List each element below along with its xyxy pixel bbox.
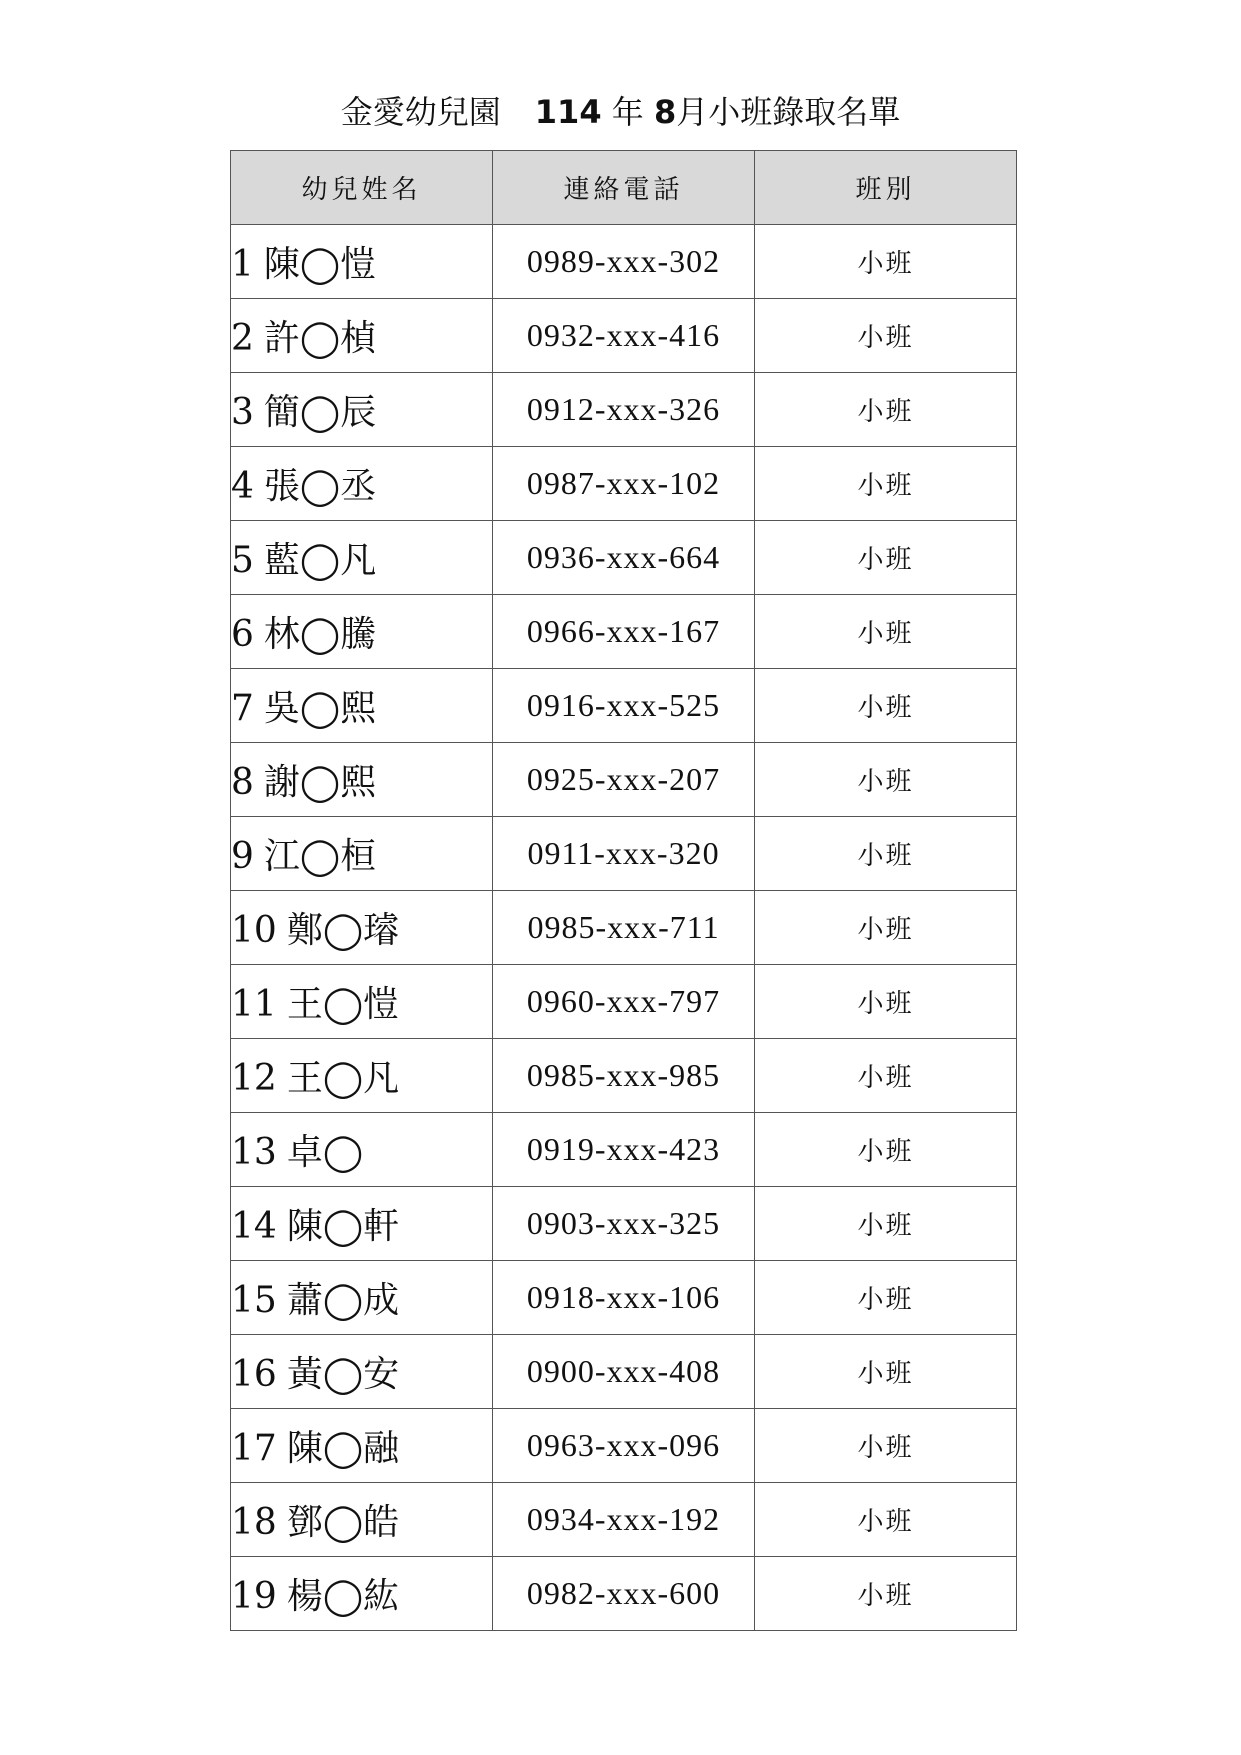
row-number: 15	[231, 1280, 277, 1321]
contact-phone: 0960-xxx-797	[493, 965, 755, 1039]
contact-phone: 0966-xxx-167	[493, 595, 755, 669]
child-name-cell	[231, 447, 493, 521]
child-name-cell	[231, 1483, 493, 1557]
title-year-unit: 年	[611, 93, 644, 131]
class-name: 小班	[755, 1557, 1017, 1631]
contact-phone: 0916-xxx-525	[493, 669, 755, 743]
class-name: 小班	[755, 521, 1017, 595]
contact-phone: 0985-xxx-711	[493, 891, 755, 965]
child-name-cell	[231, 743, 493, 817]
header-child-name: 幼兒姓名	[231, 151, 493, 225]
contact-phone: 0912-xxx-326	[493, 373, 755, 447]
table-row	[231, 1113, 1017, 1187]
child-name: 蕭◯成	[286, 1280, 400, 1321]
contact-phone: 0903-xxx-325	[493, 1187, 755, 1261]
child-name-cell	[231, 299, 493, 373]
header-contact-phone: 連絡電話	[493, 151, 755, 225]
title-rest: 月小班錄取名單	[676, 93, 901, 131]
row-number: 3	[231, 392, 254, 433]
table-row	[231, 1557, 1017, 1631]
child-name-cell	[231, 965, 493, 1039]
table-row	[231, 1409, 1017, 1483]
row-number: 14	[231, 1206, 277, 1247]
child-name: 張◯丞	[263, 466, 377, 507]
child-name-cell	[231, 225, 493, 299]
table-row	[231, 1187, 1017, 1261]
child-name: 陳◯軒	[286, 1206, 400, 1247]
contact-phone: 0918-xxx-106	[493, 1261, 755, 1335]
class-name: 小班	[755, 447, 1017, 521]
row-number: 13	[231, 1132, 277, 1173]
row-number: 1	[231, 244, 254, 285]
class-name: 小班	[755, 1261, 1017, 1335]
child-name: 鄭◯璿	[286, 910, 400, 951]
child-name-cell	[231, 521, 493, 595]
table-row	[231, 891, 1017, 965]
school-name: 金愛幼兒園	[340, 93, 501, 131]
row-number: 12	[231, 1058, 277, 1099]
row-number: 6	[231, 614, 254, 655]
table-row	[231, 447, 1017, 521]
contact-phone: 0911-xxx-320	[493, 817, 755, 891]
child-name: 黃◯安	[286, 1354, 400, 1395]
child-name-cell	[231, 1039, 493, 1113]
class-name: 小班	[755, 1409, 1017, 1483]
admission-table	[230, 150, 1017, 1631]
child-name: 鄧◯皓	[286, 1502, 400, 1543]
child-name: 王◯凡	[286, 1058, 400, 1099]
table-row	[231, 373, 1017, 447]
class-name: 小班	[755, 1113, 1017, 1187]
contact-phone: 0987-xxx-102	[493, 447, 755, 521]
header-row	[231, 151, 1017, 225]
table-row	[231, 595, 1017, 669]
child-name: 林◯騰	[263, 614, 377, 655]
child-name-cell	[231, 669, 493, 743]
child-name-cell	[231, 1113, 493, 1187]
document-title	[0, 92, 1241, 132]
class-name: 小班	[755, 595, 1017, 669]
child-name: 卓◯	[286, 1132, 364, 1173]
table-row	[231, 1261, 1017, 1335]
row-number: 17	[231, 1428, 277, 1469]
row-number: 8	[231, 762, 254, 803]
class-name: 小班	[755, 1335, 1017, 1409]
title-year: 114	[534, 93, 602, 131]
table-row	[231, 1483, 1017, 1557]
row-number: 16	[231, 1354, 277, 1395]
contact-phone: 0963-xxx-096	[493, 1409, 755, 1483]
child-name: 陳◯愷	[263, 244, 377, 285]
child-name: 謝◯熙	[263, 762, 377, 803]
child-name: 陳◯融	[286, 1428, 400, 1469]
child-name-cell	[231, 817, 493, 891]
child-name-cell	[231, 1409, 493, 1483]
table-row	[231, 1039, 1017, 1113]
contact-phone: 0919-xxx-423	[493, 1113, 755, 1187]
class-name: 小班	[755, 965, 1017, 1039]
row-number: 2	[231, 318, 254, 359]
contact-phone: 0985-xxx-985	[493, 1039, 755, 1113]
child-name: 王◯愷	[286, 984, 400, 1025]
table-row	[231, 1335, 1017, 1409]
row-number: 10	[231, 910, 277, 951]
child-name-cell	[231, 1335, 493, 1409]
child-name-cell	[231, 891, 493, 965]
row-number: 4	[231, 466, 254, 507]
child-name-cell	[231, 1261, 493, 1335]
contact-phone: 0932-xxx-416	[493, 299, 755, 373]
row-number: 19	[231, 1576, 277, 1617]
class-name: 小班	[755, 299, 1017, 373]
contact-phone: 0989-xxx-302	[493, 225, 755, 299]
contact-phone: 0934-xxx-192	[493, 1483, 755, 1557]
table-row	[231, 743, 1017, 817]
contact-phone: 0900-xxx-408	[493, 1335, 755, 1409]
row-number: 18	[231, 1502, 277, 1543]
table-row	[231, 965, 1017, 1039]
child-name-cell	[231, 595, 493, 669]
row-number: 5	[231, 540, 254, 581]
class-name: 小班	[755, 1483, 1017, 1557]
row-number: 11	[231, 984, 277, 1025]
child-name: 許◯楨	[263, 318, 377, 359]
contact-phone: 0936-xxx-664	[493, 521, 755, 595]
child-name-cell	[231, 373, 493, 447]
child-name-cell	[231, 1557, 493, 1631]
table-body	[231, 225, 1017, 1631]
class-name: 小班	[755, 225, 1017, 299]
class-name: 小班	[755, 817, 1017, 891]
table-row	[231, 299, 1017, 373]
child-name: 吳◯熙	[263, 688, 377, 729]
child-name: 簡◯辰	[263, 392, 377, 433]
table-row	[231, 521, 1017, 595]
child-name-cell	[231, 1187, 493, 1261]
table-row	[231, 669, 1017, 743]
header-class: 班別	[755, 151, 1017, 225]
contact-phone: 0982-xxx-600	[493, 1557, 755, 1631]
class-name: 小班	[755, 1039, 1017, 1113]
child-name: 藍◯凡	[263, 540, 377, 581]
title-month: 8	[653, 93, 677, 131]
row-number: 7	[231, 688, 254, 729]
class-name: 小班	[755, 373, 1017, 447]
table-row	[231, 817, 1017, 891]
child-name: 楊◯紘	[286, 1576, 400, 1617]
class-name: 小班	[755, 669, 1017, 743]
class-name: 小班	[755, 743, 1017, 817]
table-row	[231, 225, 1017, 299]
class-name: 小班	[755, 1187, 1017, 1261]
class-name: 小班	[755, 891, 1017, 965]
child-name: 江◯桓	[263, 836, 377, 877]
contact-phone: 0925-xxx-207	[493, 743, 755, 817]
row-number: 9	[231, 836, 254, 877]
